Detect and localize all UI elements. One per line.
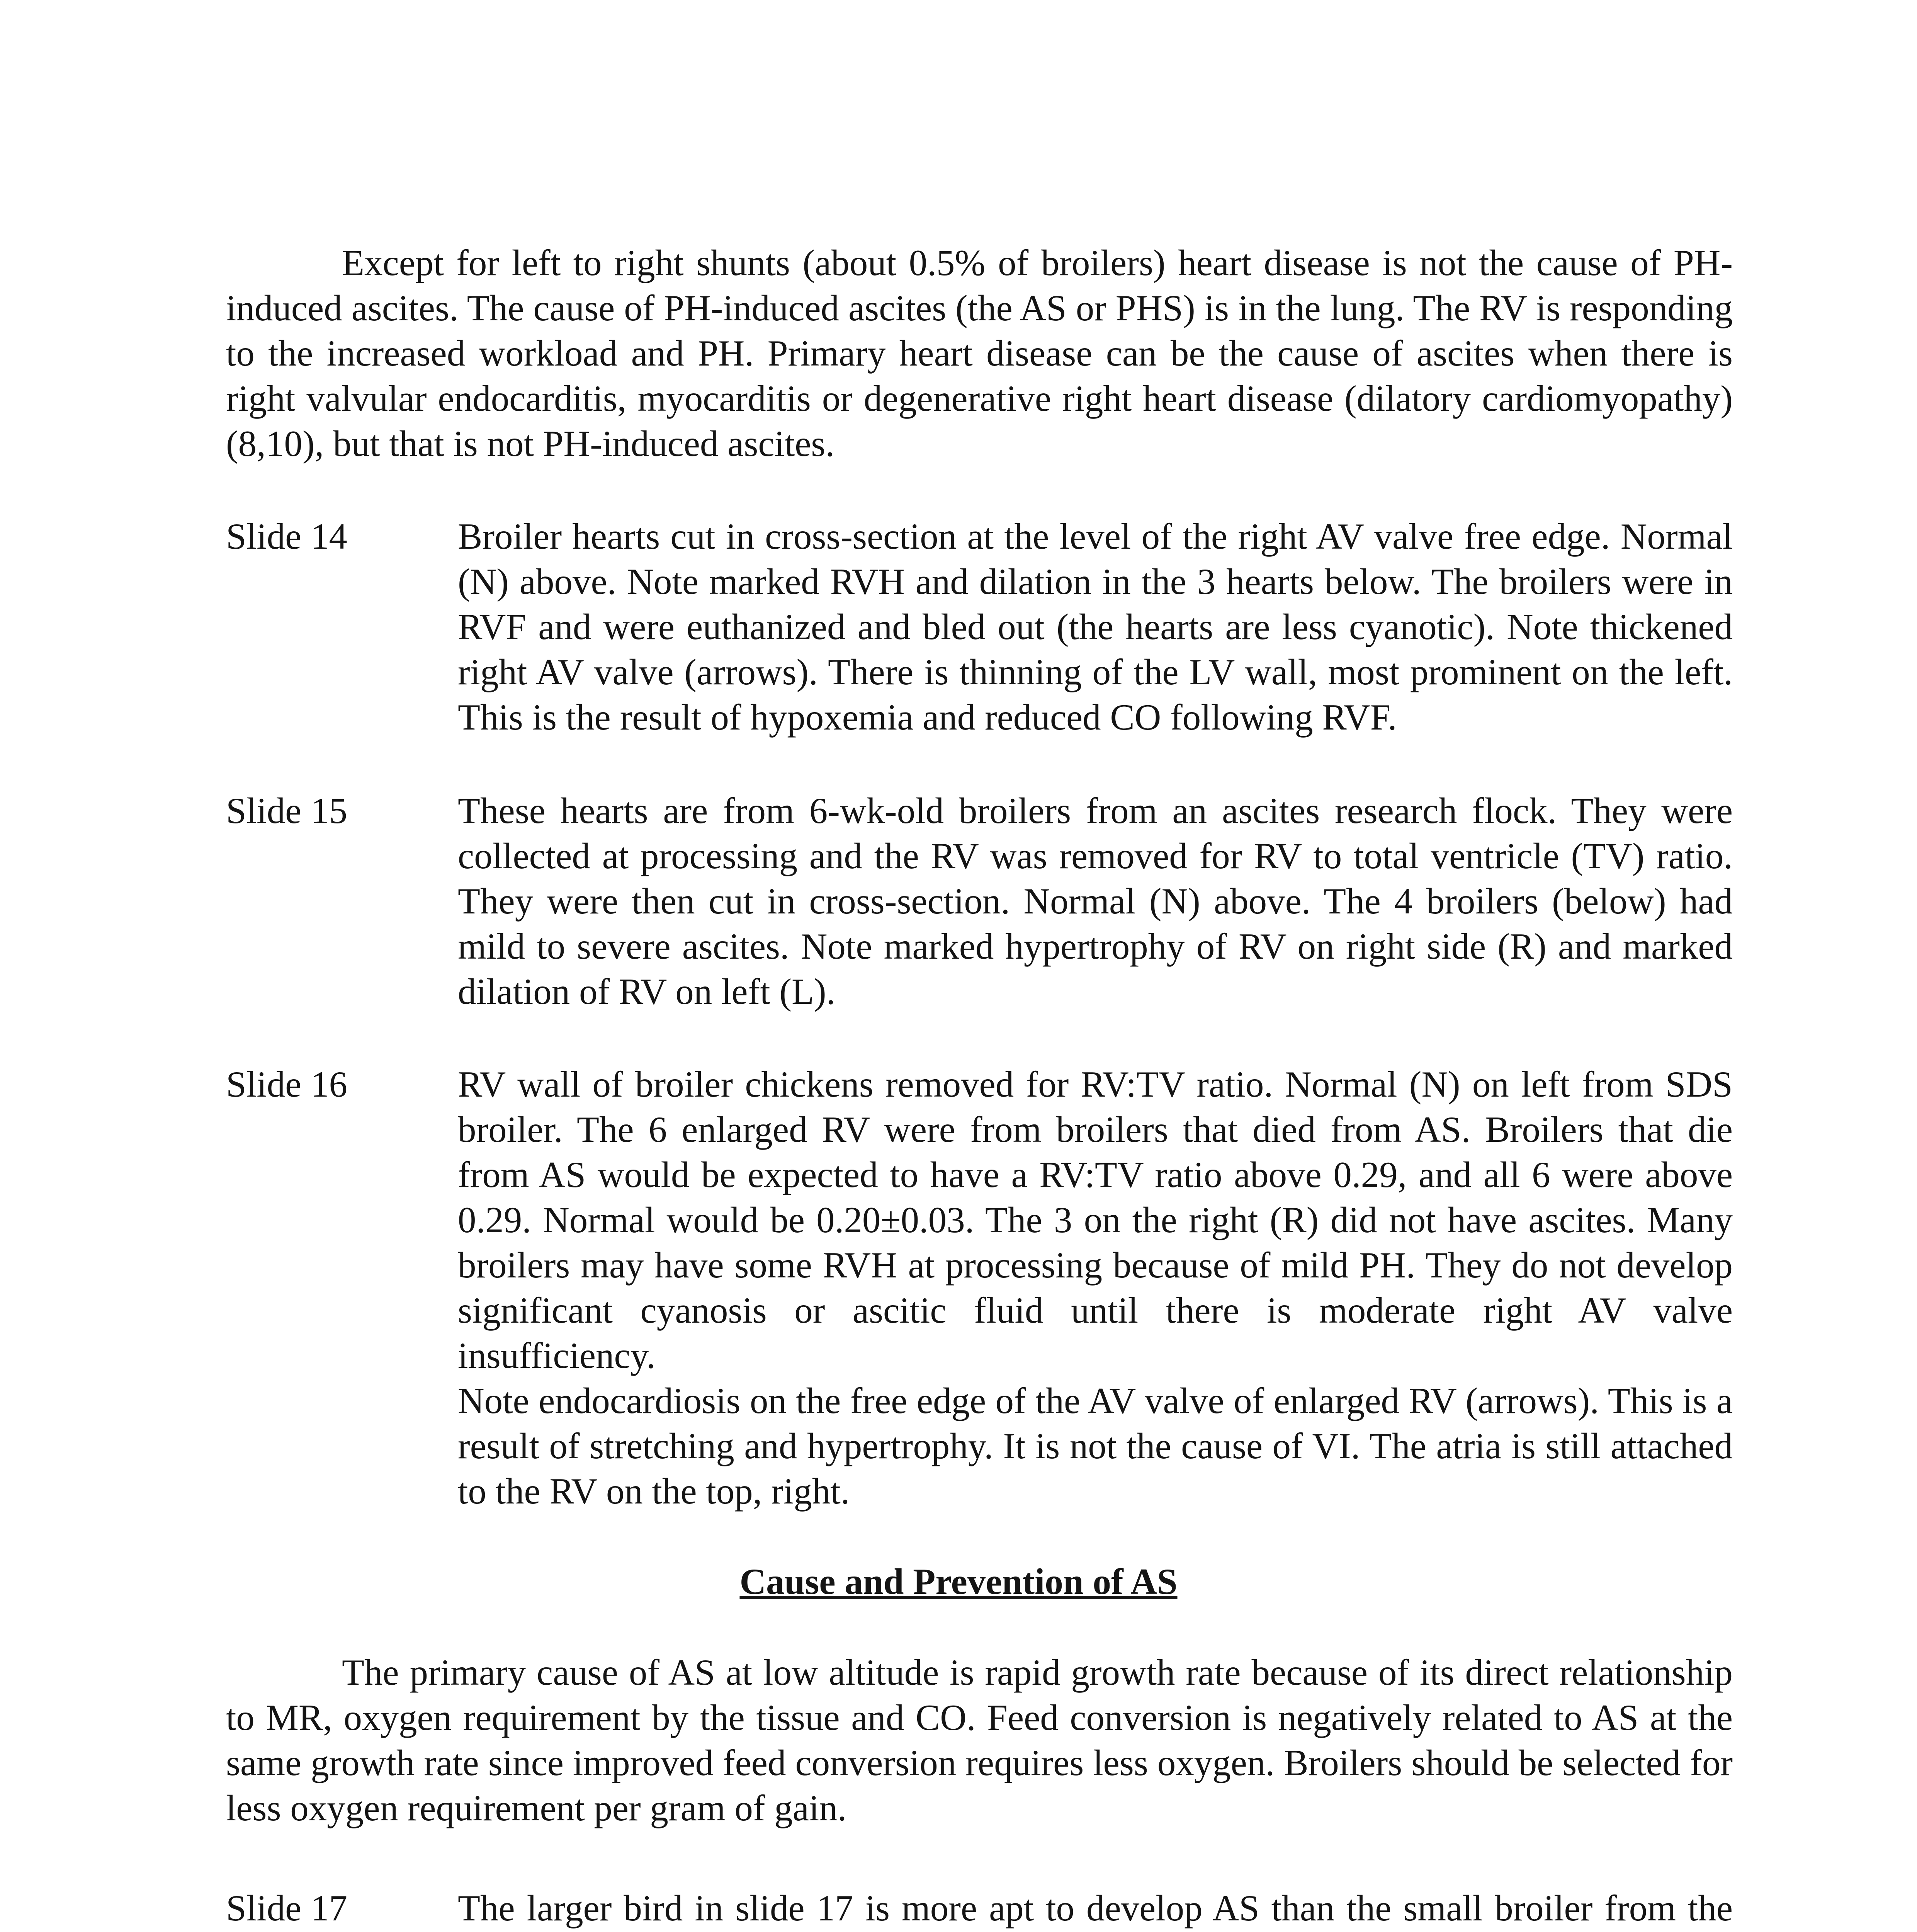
slide-paragraph: RV wall of broiler chickens removed for RV:TV ratio. Normal (N) on left from SDS broiler. The 6 enlarged RV were from broilers that died from AS. Broilers that die from AS would be expected to have a RV:TV ratio above 0.29, and all 6 were above 0.29. Normal would be 0.20±0.03. The 3 on the right (R) did not have ascites. Many broilers may have some RVH at processing because of mild PH. They do not develop significant cyanosis or ascitic fluid until there is moderate right AV valve insufficiency.: [458, 1064, 1733, 1376]
slide-description: [458, 1886, 1733, 1932]
slide-paragraph: Broiler hearts cut in cross-section at the level of the right AV valve free edge. Normal (N) above. Note marked RVH and dilation in the 3 hearts below. The broilers were in RVF and were euthanized and bled out (the hearts are less cyanotic). Note thickened right AV valve (arrows). There is thinning of the LV wall, most prominent on the left. This is the result of hypoxemia and reduced CO following RVF.: [458, 516, 1733, 738]
section-heading: Cause and Prevention of AS: [739, 1561, 1178, 1602]
slide-label: Slide 17: [226, 1888, 348, 1929]
slide-description: [458, 1062, 1733, 1514]
intro-paragraph: Except for left to right shunts (about 0.5% of broilers) heart disease is not the cause of PH-induced ascites. The cause of PH-induced ascites (the AS or PHS) is in the lung. The RV is responding to the increased workload and PH. Primary heart disease can be the cause of ascites when there is right valvular endocarditis, myocarditis or degenerative right heart disease (dilatory cardiomyopathy) (8,10), but that is not PH-induced ascites.: [226, 242, 1733, 464]
slide-paragraph: Note endocardiosis on the free edge of the AV valve of enlarged RV (arrows). This is a result of stretching and hypertrophy. It is not the cause of VI. The atria is still attached to the RV on the top, right.: [458, 1380, 1733, 1512]
slide-description: [458, 788, 1733, 1014]
slide-label: Slide 16: [226, 1064, 348, 1105]
slide-label: Slide 15: [226, 790, 348, 831]
slide-paragraph: The larger bird in slide 17 is more apt to develop AS than the small broiler from the: [458, 1888, 1733, 1929]
section-paragraph: The primary cause of AS at low altitude is rapid growth rate because of its direct relationship to MR, oxygen requirement by the tissue and CO. Feed conversion is negatively related to AS at the same growth rate since improved feed conversion requires less oxygen. Broilers should be selected for less oxygen requirement per gram of gain.: [226, 1652, 1733, 1828]
slide-paragraph: These hearts are from 6-wk-old broilers from an ascites research flock. They were collected at processing and the RV was removed for RV to total ventricle (TV) ratio. They were then cut in cross-section. Normal (N) above. The 4 broilers (below) had mild to severe ascites. Note marked hypertrophy of RV on right side (R) and marked dilation of RV on left (L).: [458, 790, 1733, 1012]
slide-label: Slide 14: [226, 516, 348, 557]
slide-description: [458, 514, 1733, 740]
